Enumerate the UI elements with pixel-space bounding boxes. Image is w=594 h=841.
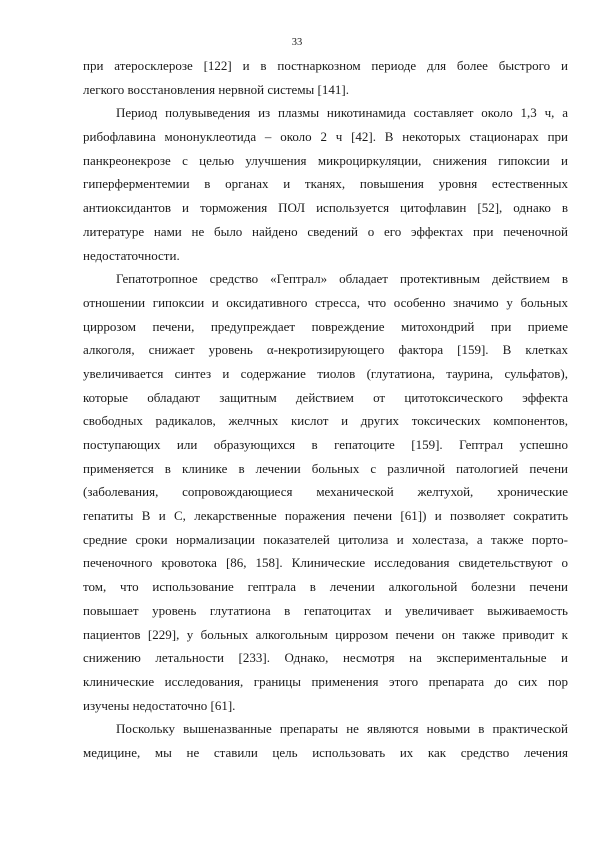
text-line: (заболевания, сопровождающиеся механической желтухой, хронические <box>83 484 568 500</box>
text-line: Гепатотропное средство «Гептрал» обладает протективным действием в <box>116 271 568 287</box>
text-line: поступающих или образующихся в гепатоците [159]. Гептрал успешно <box>83 437 568 452</box>
text-line: Период полувыведения из плазмы никотинамида составляет около 1,3 ч, а <box>116 105 568 121</box>
text-line: снижению летальности [233]. Однако, несмотря на экспериментальные и <box>83 650 568 666</box>
text-line: литературе нами не было найдено сведений о его эффектах при печеночной <box>83 223 568 239</box>
text-line: гиперферментемии в органах и тканях, повышения уровня естественных <box>83 176 568 192</box>
text-line: антиоксидантов и торможения ПОЛ используется цитофлавин [52], однако в <box>83 200 568 216</box>
text-line: легкого восстановления нервной системы [141]. <box>83 81 349 97</box>
paragraph <box>83 101 568 267</box>
text-line: при атеросклерозе [122] и в постнаркозном периоде для более быстрого и <box>83 58 568 73</box>
text-line: том, что использование гептрала в лечении алкогольной болезни печени <box>83 579 568 595</box>
text-line: Поскольку вышеназванные препараты не являются новыми в практической <box>116 721 568 737</box>
text-line: циррозом печени, предупреждает повреждение митохондрий при приеме <box>83 318 568 334</box>
paragraph <box>83 717 568 764</box>
text-line: печеночного кровотока [86, 158]. Клинические исследования свидетельствуют о <box>83 555 568 571</box>
text-line: применяется в клинике в лечении больных с различной патологией печени <box>83 460 568 476</box>
text-line: клинические исследования, границы применения этого препарата до сих пор <box>83 673 568 689</box>
text-line: которые обладают защитным действием от цитотоксического эффекта <box>83 389 568 405</box>
paragraph <box>83 267 568 717</box>
text-line: недостаточности. <box>83 247 180 263</box>
text-line: увеличивается синтез и содержание тиолов (глутатиона, таурина, сульфатов), <box>83 365 568 381</box>
text-line: медицине, мы не ставили цель использовать их как средство лечения <box>83 744 568 760</box>
text-line: панкреонекрозе с целью улучшения микроциркуляции, снижения гипоксии и <box>83 152 568 168</box>
paragraph <box>83 54 568 101</box>
document-body <box>83 54 568 765</box>
text-line: алкоголя, снижает уровень α-некротизирующего фактора [159]. В клетках <box>83 342 568 358</box>
text-line: рибофлавина мононуклеотида – около 2 ч [42]. В некоторых стационарах при <box>83 129 568 145</box>
text-line: изучены недостаточно [61]. <box>83 697 236 713</box>
text-line: повышает уровень глутатиона в гепатоцитах и увеличивает выживаемость <box>83 602 568 618</box>
page-number: 33 <box>291 37 303 48</box>
text-line: отношении гипоксии и оксидативного стресса, что особенно значимо у больных <box>83 294 568 310</box>
text-line: средние сроки нормализации показателей цитолиза и холестаза, а также порто- <box>83 531 568 547</box>
text-line: пациентов [229], у больных алкогольным циррозом печени он также приводит к <box>83 626 568 642</box>
text-line: гепатиты В и С, лекарственные поражения печени [61]) и позволяет сократить <box>83 508 568 524</box>
text-line: свободных радикалов, желчных кислот и других токсических компонентов, <box>83 413 568 429</box>
